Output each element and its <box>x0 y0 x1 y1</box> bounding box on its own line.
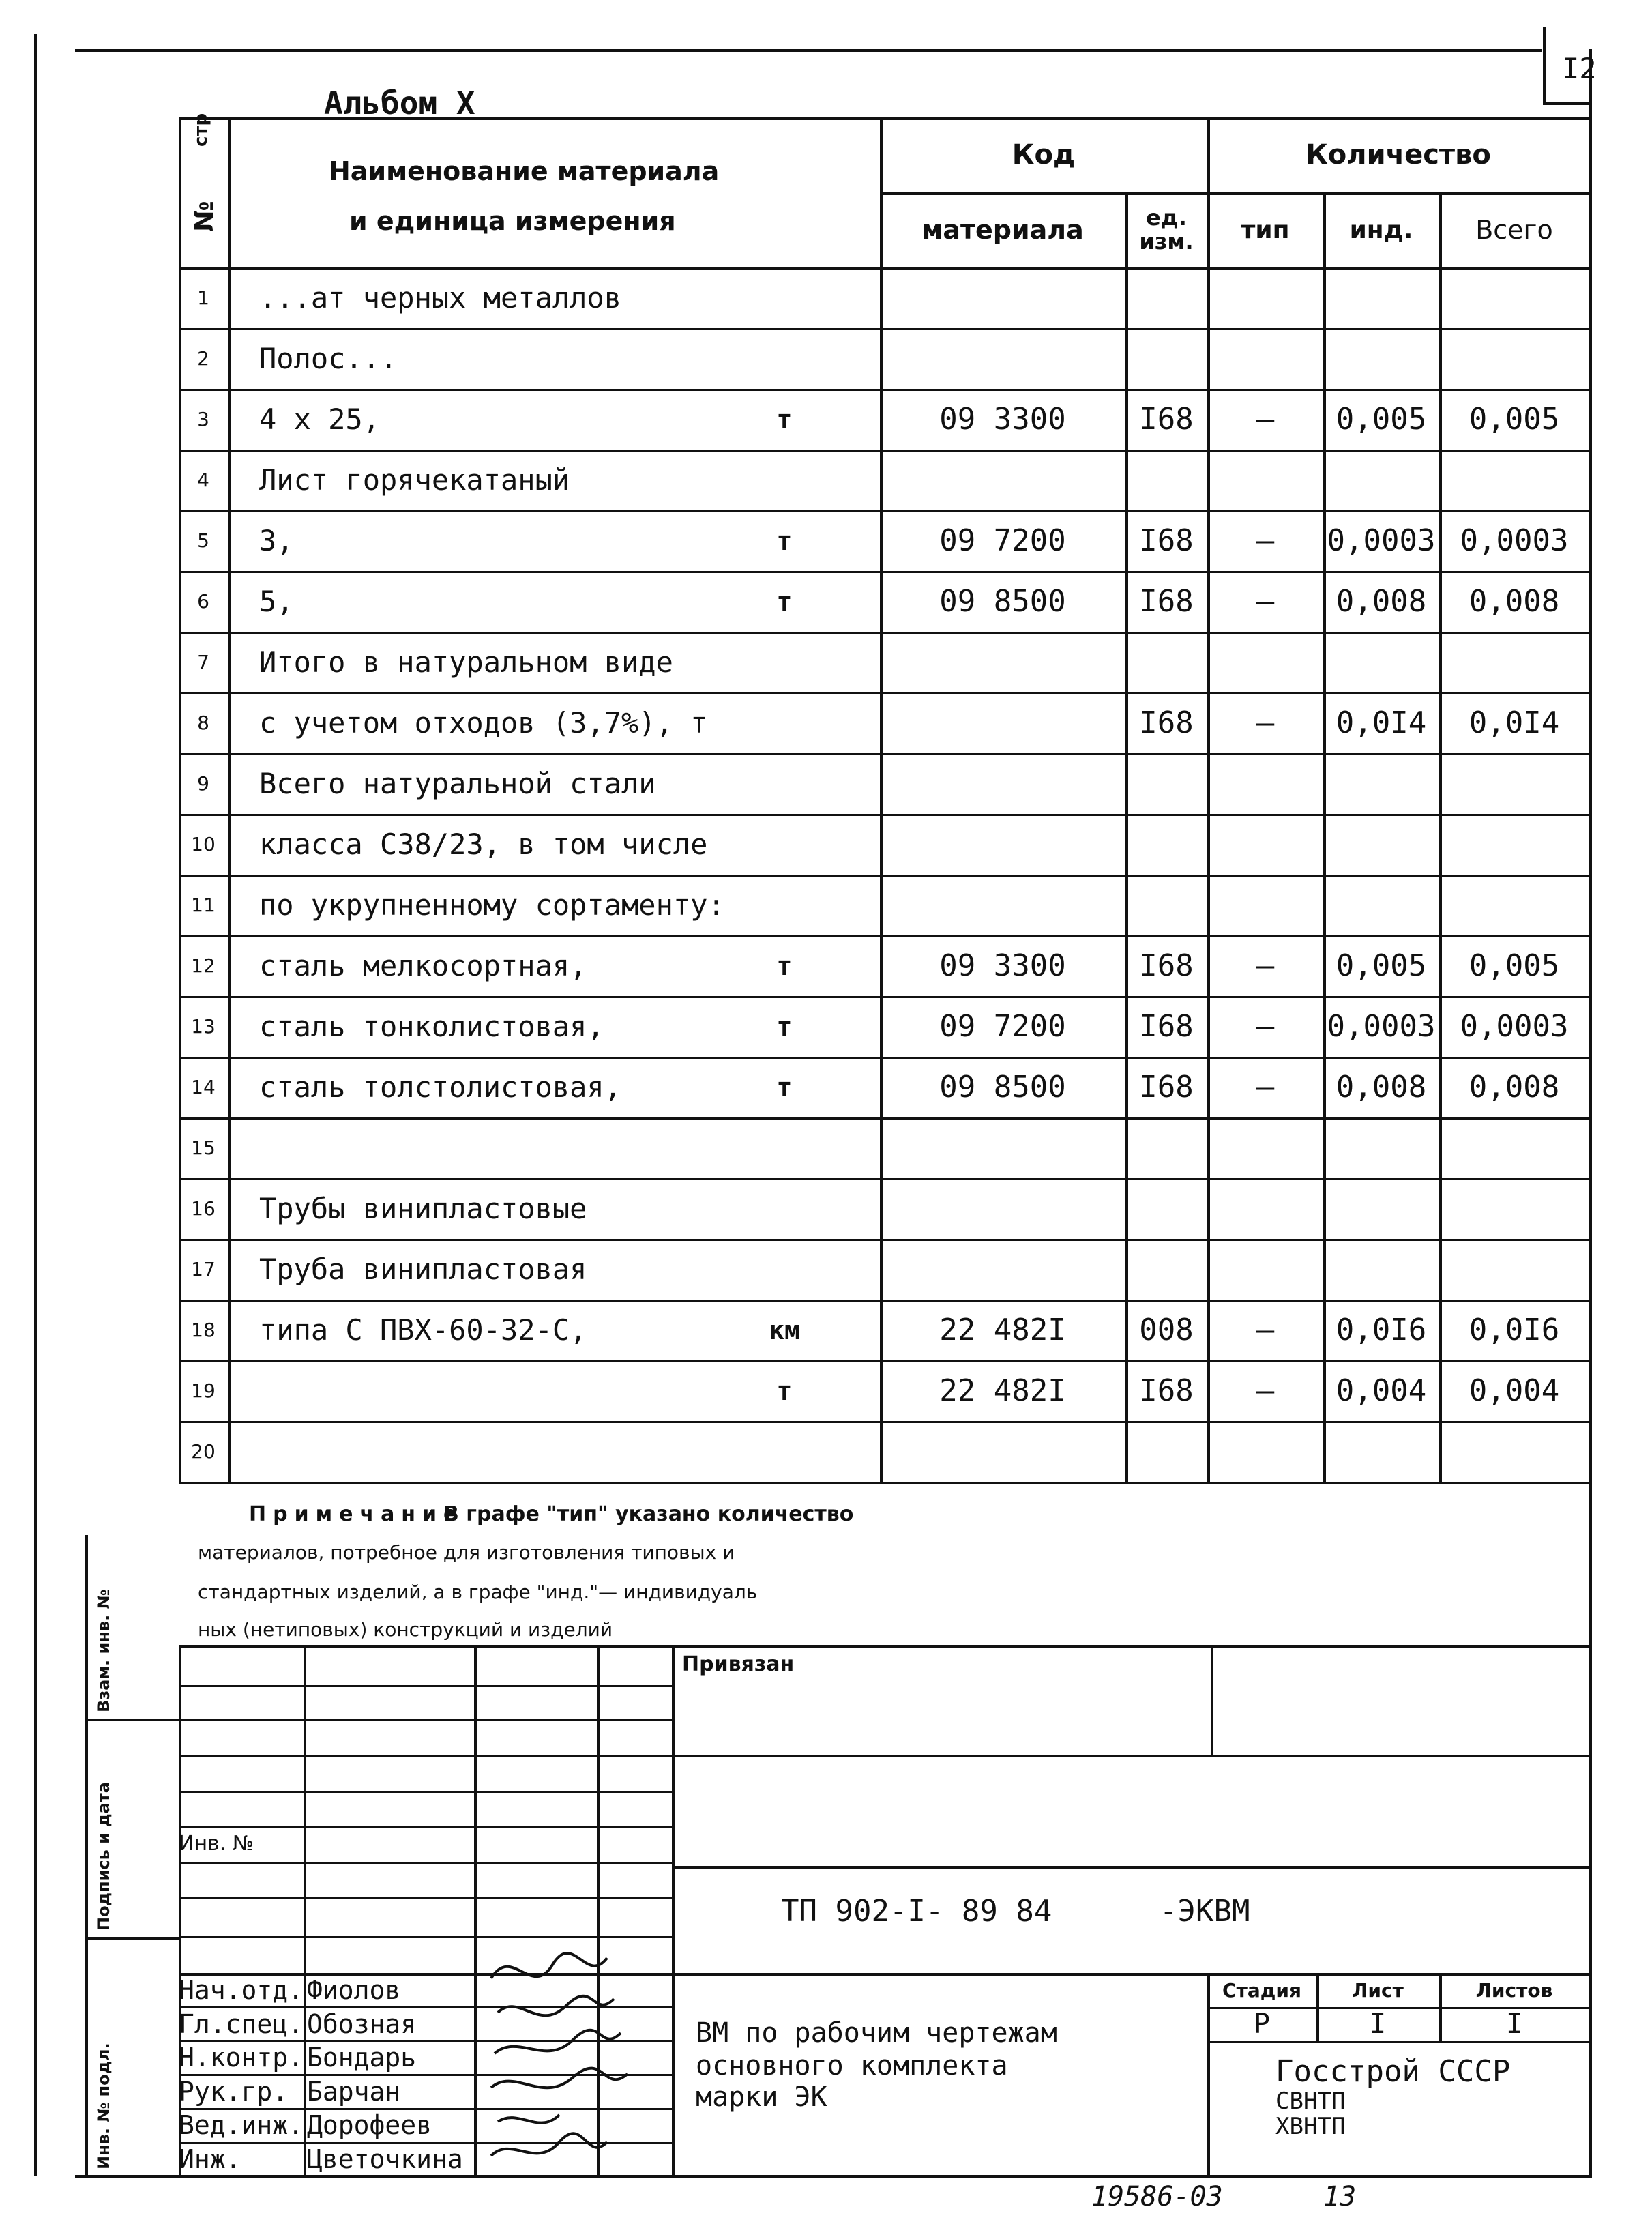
album-title: Альбом X <box>324 85 475 121</box>
row-unit: т <box>776 1011 793 1042</box>
bottom-number: 19586-03 <box>1091 2181 1223 2212</box>
row-type: – <box>1256 584 1275 619</box>
note-line2: материалов, потребное для изготовления типовых и <box>198 1541 735 1564</box>
row-ind <box>1323 1239 1439 1300</box>
sheet-value: I <box>1369 2008 1387 2040</box>
sheets-label: Листов <box>1475 1978 1553 2002</box>
signer-name: Обозная <box>307 2008 417 2039</box>
row-code <box>880 814 1125 875</box>
header-qty-type: тип <box>1241 216 1290 244</box>
row-code: 09 7200 <box>939 523 1066 558</box>
row-ind: 0,004 <box>1336 1373 1427 1408</box>
row-type <box>1207 1117 1323 1178</box>
row-total <box>1439 1421 1589 1482</box>
header-name-line1: Наименование материала <box>329 156 720 186</box>
row-total: 0,005 <box>1469 402 1560 437</box>
row-ind: 0,008 <box>1336 1070 1427 1104</box>
sheets-value: I <box>1505 2008 1523 2040</box>
row-name: Лист горячекатаный <box>259 463 570 497</box>
row-unit: т <box>776 1072 793 1102</box>
row-type <box>1207 1421 1323 1482</box>
row-total <box>1439 875 1589 935</box>
row-total <box>1439 328 1589 389</box>
signer-name: Цветочкина <box>307 2144 463 2174</box>
row-type: – <box>1256 948 1275 983</box>
org-line1: Госстрой СССР <box>1275 2054 1511 2089</box>
row-ind <box>1323 1117 1439 1178</box>
side-label-inv: Инв. № подл. <box>94 2043 113 2169</box>
signer-name: Бондарь <box>307 2043 417 2073</box>
row-total <box>1439 1178 1589 1239</box>
header-row-no-sub: стр <box>191 113 211 147</box>
row-unit: т <box>776 586 793 617</box>
row-unit-code <box>1125 450 1207 510</box>
row-name <box>259 1360 778 1421</box>
row-type <box>1207 267 1323 328</box>
row-ind: 0,0I6 <box>1336 1313 1427 1347</box>
row-number: 5 <box>197 529 209 552</box>
row-unit <box>716 875 853 935</box>
row-total <box>1439 267 1589 328</box>
row-name: типа С ПВХ-60-32-С, <box>259 1313 587 1347</box>
row-unit: т <box>776 950 793 981</box>
row-total <box>1439 1117 1589 1178</box>
sheet-label: Лист <box>1352 1978 1404 2002</box>
row-code: 09 8500 <box>939 584 1066 619</box>
row-unit-code <box>1125 875 1207 935</box>
row-code: 09 3300 <box>939 402 1066 437</box>
row-unit <box>716 450 853 510</box>
row-code <box>880 1421 1125 1482</box>
row-code <box>880 753 1125 814</box>
row-name: ...ат черных металлов <box>259 281 622 314</box>
side-label-signature: Подпись и дата <box>94 1782 113 1931</box>
row-unit <box>716 267 853 328</box>
row-name: по укрупненному сортаменту: <box>259 888 725 922</box>
row-unit-code: I68 <box>1139 1009 1194 1044</box>
row-unit-code: 008 <box>1139 1313 1194 1347</box>
row-number: 4 <box>197 469 209 491</box>
note-line3: стандартных изделий, а в графе "инд."— индивидуаль <box>198 1581 758 1603</box>
row-unit-code: I68 <box>1139 523 1194 558</box>
row-total: 0,008 <box>1469 584 1560 619</box>
row-total: 0,0003 <box>1460 1009 1569 1044</box>
row-name <box>259 1421 778 1482</box>
row-number: 10 <box>191 833 216 855</box>
row-number: 13 <box>191 1015 216 1038</box>
row-type <box>1207 1178 1323 1239</box>
row-number: 18 <box>191 1319 216 1341</box>
row-code: 09 3300 <box>939 948 1066 983</box>
row-unit: т <box>776 525 793 556</box>
note-line1: В графе "тип" указано количество <box>443 1502 854 1526</box>
header-code-material: материала <box>921 215 1084 245</box>
row-ind <box>1323 328 1439 389</box>
row-ind <box>1323 1178 1439 1239</box>
row-unit-code: I68 <box>1139 402 1194 437</box>
row-total: 0,004 <box>1469 1373 1560 1408</box>
row-type: – <box>1256 523 1275 558</box>
row-unit-code <box>1125 814 1207 875</box>
signer-role: Гл.спец. <box>179 2008 304 2039</box>
row-unit-code <box>1125 267 1207 328</box>
row-name: Полос... <box>259 342 398 375</box>
row-number: 8 <box>197 712 209 734</box>
row-type: – <box>1256 1009 1275 1044</box>
signer-role: Инж. <box>179 2144 241 2174</box>
row-ind <box>1323 450 1439 510</box>
row-unit <box>716 753 853 814</box>
row-unit: т <box>776 1375 793 1406</box>
row-type: – <box>1256 402 1275 437</box>
row-total: 0,0I6 <box>1469 1313 1560 1347</box>
signer-name: Барчан <box>307 2076 401 2107</box>
row-unit-code <box>1125 1117 1207 1178</box>
row-total <box>1439 450 1589 510</box>
row-unit-code <box>1125 328 1207 389</box>
row-unit-code: I68 <box>1139 1070 1194 1104</box>
header-qty: Количество <box>1306 139 1491 171</box>
row-unit <box>716 632 853 692</box>
row-ind: 0,008 <box>1336 584 1427 619</box>
row-unit-code: I68 <box>1139 705 1194 740</box>
row-unit-code <box>1125 632 1207 692</box>
row-type: – <box>1256 1373 1275 1408</box>
row-code <box>880 267 1125 328</box>
row-total <box>1439 632 1589 692</box>
row-number: 6 <box>197 590 209 613</box>
row-name: Всего натуральной стали <box>259 767 656 800</box>
signatures-image <box>477 1937 682 2183</box>
row-name: с учетом отходов (3,7%), т <box>259 706 708 740</box>
row-ind <box>1323 753 1439 814</box>
row-name: 4 х 25, <box>259 403 381 436</box>
doc-title-line3: марки ЭК <box>696 2081 827 2113</box>
row-unit: км <box>769 1315 800 1345</box>
row-type <box>1207 753 1323 814</box>
header-code: Код <box>1012 139 1076 171</box>
row-unit-code: I68 <box>1139 584 1194 619</box>
row-name: Труба винипластовая <box>259 1253 587 1286</box>
row-unit <box>716 328 853 389</box>
signer-role: Рук.гр. <box>179 2076 289 2107</box>
row-name: 3, <box>259 524 294 557</box>
row-ind: 0,005 <box>1336 402 1427 437</box>
row-code <box>880 875 1125 935</box>
row-unit-code: I68 <box>1139 1373 1194 1408</box>
header-qty-total: Всего <box>1475 215 1553 245</box>
row-number: 1 <box>197 287 209 309</box>
note-line4: ных (нетиповых) конструкций и изделий <box>198 1618 613 1641</box>
row-number: 15 <box>191 1137 216 1159</box>
row-unit: т <box>776 404 793 435</box>
row-unit-code <box>1125 1239 1207 1300</box>
row-total: 0,0I4 <box>1469 705 1560 740</box>
row-code: 22 482I <box>939 1313 1066 1347</box>
signer-name: Фиолов <box>307 1975 401 2005</box>
row-code <box>880 632 1125 692</box>
side-label-replace: Взам. инв. № <box>94 1589 113 1712</box>
row-type: – <box>1256 1070 1275 1104</box>
row-type: – <box>1256 1313 1275 1347</box>
row-ind <box>1323 267 1439 328</box>
row-unit-code <box>1125 1421 1207 1482</box>
row-name: сталь мелкосортная, <box>259 949 587 982</box>
row-ind: 0,0003 <box>1327 523 1436 558</box>
row-code <box>880 450 1125 510</box>
org-line2: СВНТП <box>1275 2088 1346 2115</box>
row-unit <box>716 814 853 875</box>
signer-name: Дорофеев <box>307 2110 432 2141</box>
row-number: 7 <box>197 651 209 673</box>
row-total <box>1439 814 1589 875</box>
row-code <box>880 692 1125 753</box>
row-name: Трубы винипластовые <box>259 1192 587 1225</box>
row-unit-code: I68 <box>1139 948 1194 983</box>
row-ind: 0,005 <box>1336 948 1427 983</box>
row-unit <box>716 1117 853 1178</box>
row-ind: 0,0003 <box>1327 1009 1436 1044</box>
row-name: 5, <box>259 585 294 618</box>
header-row-no: № <box>189 201 219 232</box>
row-number: 20 <box>191 1440 216 1463</box>
bottom-page: 13 <box>1323 2181 1357 2212</box>
row-code: 22 482I <box>939 1373 1066 1408</box>
row-code: 09 7200 <box>939 1009 1066 1044</box>
header-name-line2: и единица измерения <box>349 206 676 236</box>
row-number: 11 <box>191 894 216 916</box>
row-unit-code <box>1125 1178 1207 1239</box>
org-line3: ХВНТП <box>1275 2113 1346 2140</box>
row-type <box>1207 875 1323 935</box>
row-type <box>1207 632 1323 692</box>
row-type <box>1207 450 1323 510</box>
page-number: I2 <box>1562 52 1597 85</box>
row-name: сталь толстолистовая, <box>259 1070 622 1104</box>
doc-title-line1: ВМ по рабочим чертежам <box>696 2017 1057 2049</box>
header-code-unit: ед. изм. <box>1139 204 1194 254</box>
row-total: 0,005 <box>1469 948 1560 983</box>
row-code <box>880 1239 1125 1300</box>
row-number: 9 <box>197 772 209 795</box>
row-number: 17 <box>191 1258 216 1281</box>
row-name: сталь тонколистовая, <box>259 1010 604 1043</box>
row-name: класса С38/23, в том числе <box>259 828 708 861</box>
row-number: 2 <box>197 347 209 370</box>
row-unit-code <box>1125 753 1207 814</box>
signer-role: Нач.отд. <box>179 1975 304 2005</box>
row-type <box>1207 1239 1323 1300</box>
row-ind <box>1323 632 1439 692</box>
note-title: Примечание <box>249 1502 464 1526</box>
row-total: 0,0003 <box>1460 523 1569 558</box>
row-total <box>1439 753 1589 814</box>
row-name <box>259 1117 778 1178</box>
row-ind <box>1323 1421 1439 1482</box>
row-number: 19 <box>191 1379 216 1402</box>
header-qty-ind: инд. <box>1349 216 1413 244</box>
doc-suffix: -ЭКВМ <box>1160 1894 1250 1929</box>
row-number: 14 <box>191 1076 216 1098</box>
stage-label: Стадия <box>1222 1978 1301 2002</box>
row-ind <box>1323 875 1439 935</box>
row-ind <box>1323 814 1439 875</box>
row-unit <box>716 692 853 753</box>
doc-title-line2: основного комплекта <box>696 2050 1008 2081</box>
row-type: – <box>1256 705 1275 740</box>
row-code <box>880 1117 1125 1178</box>
signer-role: Н.контр. <box>179 2043 304 2073</box>
row-total <box>1439 1239 1589 1300</box>
row-unit <box>716 1178 853 1239</box>
doc-code: ТП 902-I- 89 84 <box>781 1894 1052 1929</box>
signer-role: Вед.инж. <box>179 2110 304 2141</box>
row-type <box>1207 814 1323 875</box>
row-code: 09 8500 <box>939 1070 1066 1104</box>
row-number: 12 <box>191 954 216 977</box>
row-number: 16 <box>191 1197 216 1220</box>
privyazan-label: Привязан <box>682 1652 795 1676</box>
row-code <box>880 328 1125 389</box>
inv-no-label: Инв. № <box>179 1832 254 1856</box>
row-unit <box>716 1239 853 1300</box>
row-name: Итого в натуральном виде <box>259 645 673 679</box>
row-total: 0,008 <box>1469 1070 1560 1104</box>
row-type <box>1207 328 1323 389</box>
row-number: 3 <box>197 408 209 430</box>
row-unit <box>716 1421 853 1482</box>
row-ind: 0,0I4 <box>1336 705 1427 740</box>
row-code <box>880 1178 1125 1239</box>
stage-value: Р <box>1253 2008 1271 2040</box>
